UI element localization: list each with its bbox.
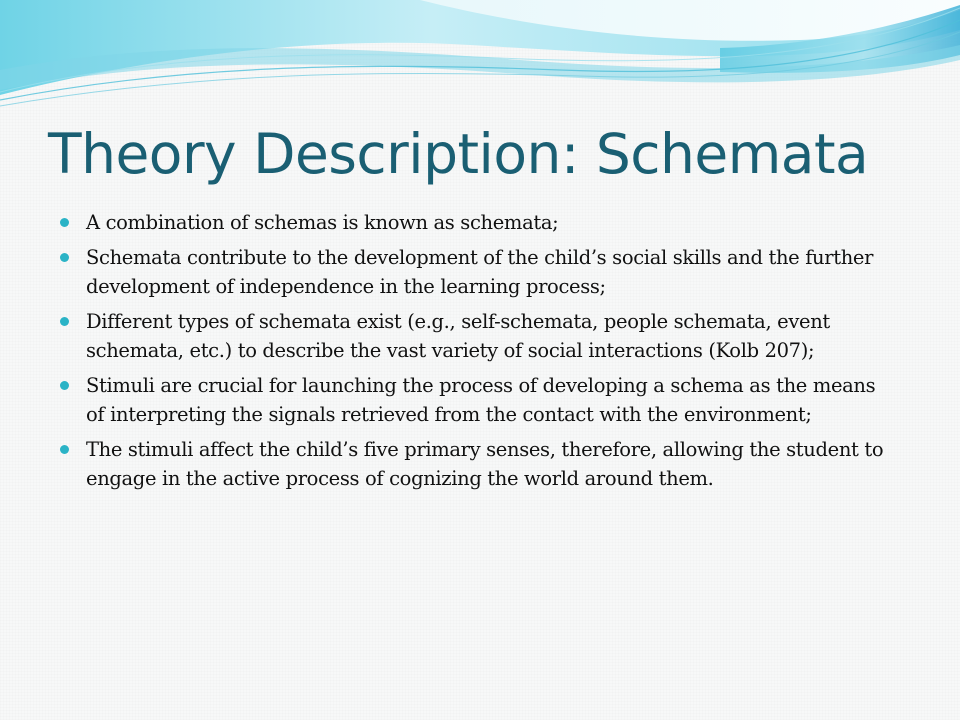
bullet-marker-icon bbox=[60, 253, 69, 262]
bullet-item bbox=[60, 371, 890, 429]
bullet-text: A combination of schemas is known as schemata; bbox=[86, 211, 559, 234]
bullet-text: Different types of schemata exist (e.g., self-schemata, people schemata, event schemata, etc.) to describe the vast variety of social interactions (Kolb 207); bbox=[86, 310, 830, 362]
wave-header-decoration bbox=[0, 0, 960, 120]
bullet-item bbox=[60, 307, 890, 365]
bullet-marker-icon bbox=[60, 317, 69, 326]
bullet-item bbox=[60, 243, 890, 301]
bullet-item bbox=[60, 208, 890, 237]
slide-title: Theory Description: Schemata bbox=[48, 122, 869, 186]
bullet-marker-icon bbox=[60, 445, 69, 454]
bullet-list bbox=[60, 208, 890, 499]
bullet-item bbox=[60, 435, 890, 493]
bullet-marker-icon bbox=[60, 218, 69, 227]
bullet-text: Schemata contribute to the development of the child’s social skills and the further development of independence in the learning process; bbox=[86, 246, 874, 298]
bullet-text: The stimuli affect the child’s five primary senses, therefore, allowing the student to engage in the active process of cognizing the world around them. bbox=[86, 438, 884, 490]
bullet-marker-icon bbox=[60, 381, 69, 390]
bullet-text: Stimuli are crucial for launching the process of developing a schema as the means of interpreting the signals retrieved from the contact with the environment; bbox=[86, 374, 876, 426]
